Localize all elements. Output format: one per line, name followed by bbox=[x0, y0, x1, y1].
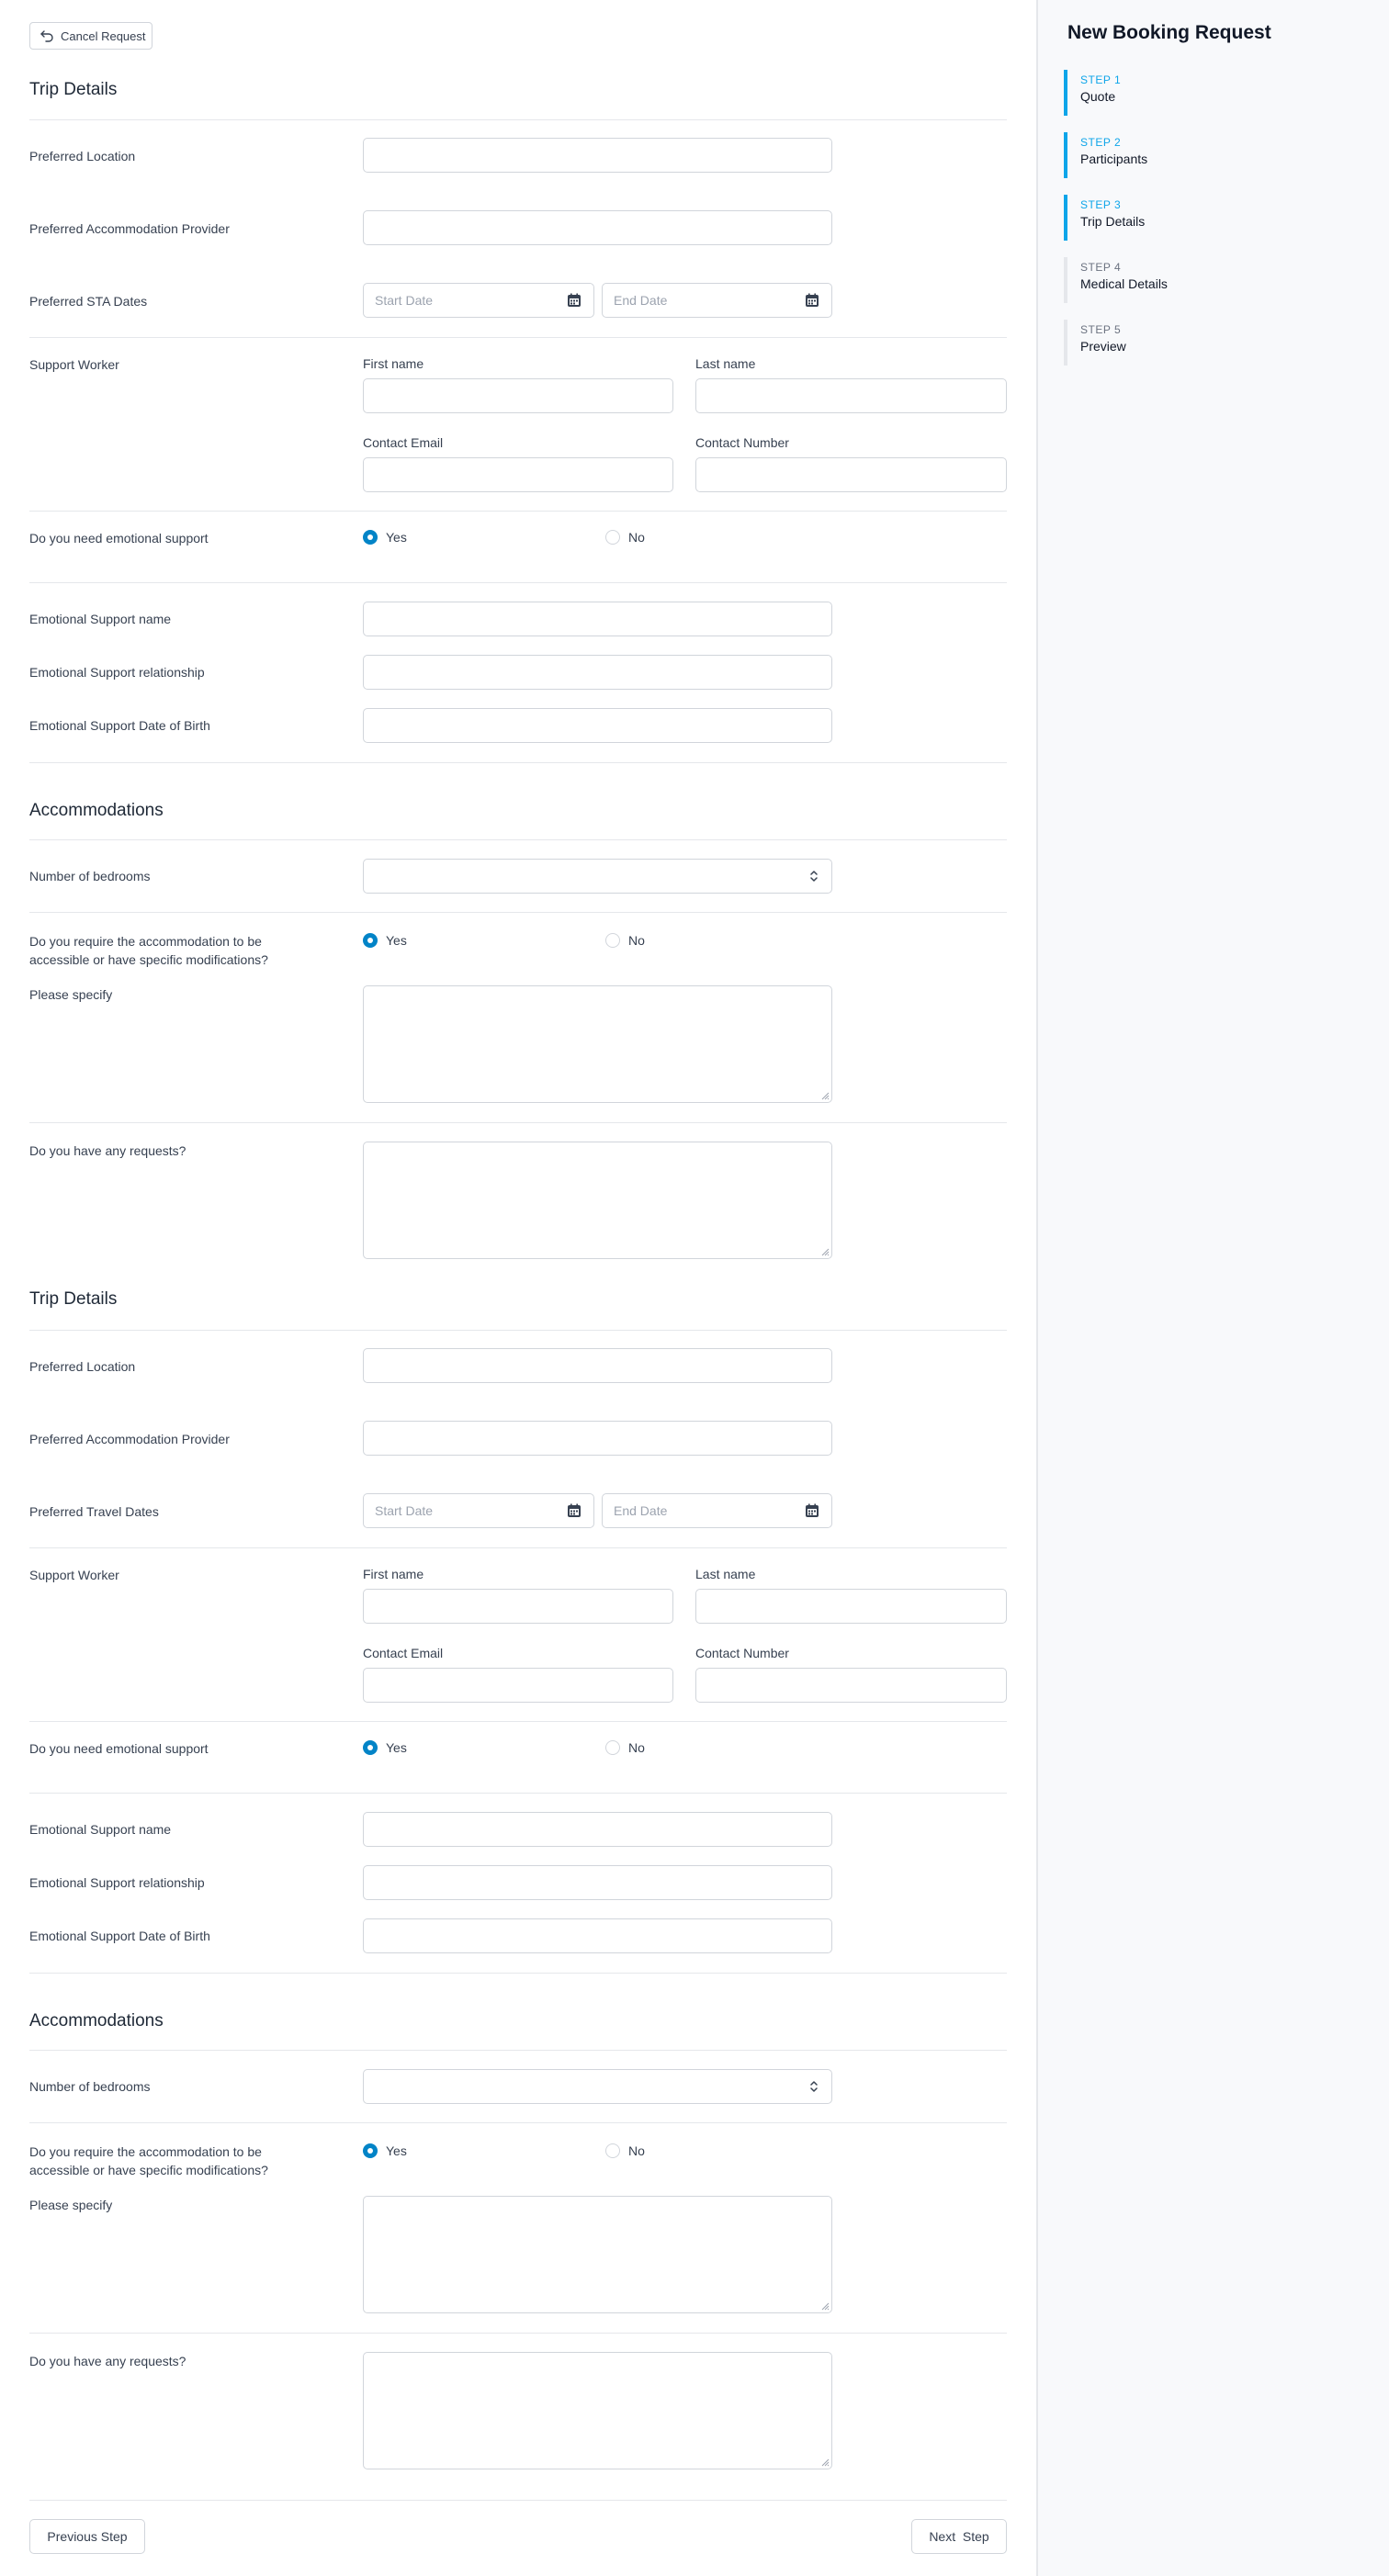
contact-email-label: Contact Email bbox=[363, 435, 444, 450]
please-specify-textarea[interactable] bbox=[363, 985, 832, 1103]
contact-email-input[interactable] bbox=[363, 1668, 673, 1703]
accessible-question-line: accessible or have specific modifications? bbox=[29, 2163, 268, 2177]
step-number: STEP 5 bbox=[1080, 323, 1122, 336]
radio-selected-icon bbox=[363, 2143, 378, 2158]
es-name-label: Emotional Support name bbox=[29, 612, 172, 626]
last-name-input[interactable] bbox=[695, 1589, 1007, 1624]
radio-label: Yes bbox=[386, 530, 407, 545]
divider bbox=[29, 1973, 1007, 1974]
calendar-icon[interactable] bbox=[566, 292, 582, 309]
emotional-support-yes-radio[interactable] bbox=[363, 530, 407, 545]
divider bbox=[29, 2050, 1007, 2051]
resize-handle-icon[interactable] bbox=[820, 1247, 830, 1256]
accessible-yes-radio[interactable] bbox=[363, 933, 407, 948]
preferred-dates-label: Preferred Travel Dates bbox=[29, 1504, 159, 1519]
divider bbox=[29, 337, 1007, 338]
start-date-placeholder: Start Date bbox=[375, 293, 434, 308]
divider bbox=[29, 119, 1007, 120]
support-worker-label: Support Worker bbox=[29, 1568, 119, 1582]
divider bbox=[29, 1547, 1007, 1548]
step-trip-details[interactable] bbox=[1064, 195, 1339, 241]
radio-unselected-icon bbox=[605, 1740, 620, 1755]
sidebar-title: New Booking Request bbox=[1067, 22, 1271, 43]
step-number: STEP 1 bbox=[1080, 73, 1122, 86]
preferred-location-label: Preferred Location bbox=[29, 149, 136, 163]
start-date-placeholder: Start Date bbox=[375, 1503, 434, 1518]
trip-details-title: Trip Details bbox=[29, 80, 118, 99]
divider bbox=[29, 2122, 1007, 2123]
divider bbox=[29, 912, 1007, 913]
end-date-placeholder: End Date bbox=[614, 293, 668, 308]
previous-step-button[interactable]: Previous Step bbox=[29, 2519, 145, 2554]
emotional-support-no-radio[interactable] bbox=[605, 530, 645, 545]
end-date-input[interactable] bbox=[602, 1493, 832, 1528]
accessible-question bbox=[29, 2143, 268, 2179]
chevron-up-down-icon bbox=[809, 2079, 819, 2094]
bedrooms-label: Number of bedrooms bbox=[29, 2079, 151, 2094]
es-relationship-input[interactable] bbox=[363, 1865, 832, 1900]
first-name-label: First name bbox=[363, 1567, 424, 1581]
radio-label: No bbox=[628, 1740, 645, 1755]
accommodation-provider-input[interactable] bbox=[363, 210, 832, 245]
radio-label: No bbox=[628, 2143, 645, 2158]
steps-sidebar bbox=[1036, 0, 1389, 2576]
divider bbox=[29, 839, 1007, 840]
bedrooms-select[interactable] bbox=[363, 859, 832, 894]
step-participants[interactable] bbox=[1064, 132, 1339, 178]
es-name-input[interactable] bbox=[363, 602, 832, 636]
preferred-location-label: Preferred Location bbox=[29, 1359, 136, 1374]
step-name: Trip Details bbox=[1080, 214, 1146, 229]
start-date-input[interactable] bbox=[363, 1493, 594, 1528]
please-specify-textarea[interactable] bbox=[363, 2196, 832, 2313]
emotional-support-no-radio[interactable] bbox=[605, 1740, 645, 1755]
calendar-icon[interactable] bbox=[804, 292, 820, 309]
radio-label: Yes bbox=[386, 2143, 407, 2158]
next-step-button[interactable]: Next Step bbox=[911, 2519, 1007, 2554]
emotional-support-yes-radio[interactable] bbox=[363, 1740, 407, 1755]
radio-unselected-icon bbox=[605, 2143, 620, 2158]
es-dob-input[interactable] bbox=[363, 1918, 832, 1953]
calendar-icon[interactable] bbox=[566, 1502, 582, 1519]
es-name-label: Emotional Support name bbox=[29, 1822, 172, 1837]
requests-textarea[interactable] bbox=[363, 1142, 832, 1259]
radio-label: Yes bbox=[386, 1740, 407, 1755]
step-medical-details[interactable] bbox=[1064, 257, 1339, 303]
contact-email-label: Contact Email bbox=[363, 1646, 444, 1660]
radio-unselected-icon bbox=[605, 933, 620, 948]
chevron-up-down-icon bbox=[809, 869, 819, 883]
please-specify-label: Please specify bbox=[29, 2198, 113, 2212]
resize-handle-icon[interactable] bbox=[820, 2301, 830, 2311]
es-name-input[interactable] bbox=[363, 1812, 832, 1847]
cancel-request-label: Cancel Request bbox=[61, 28, 146, 43]
cancel-request-button[interactable] bbox=[29, 22, 152, 50]
es-dob-input[interactable] bbox=[363, 708, 832, 743]
start-date-input[interactable] bbox=[363, 283, 594, 318]
calendar-icon[interactable] bbox=[804, 1502, 820, 1519]
preferred-dates-label: Preferred STA Dates bbox=[29, 294, 148, 309]
divider bbox=[29, 2500, 1007, 2501]
es-relationship-input[interactable] bbox=[363, 655, 832, 690]
step-quote[interactable] bbox=[1064, 70, 1339, 116]
last-name-label: Last name bbox=[695, 356, 756, 371]
contact-number-input[interactable] bbox=[695, 1668, 1007, 1703]
es-relationship-label: Emotional Support relationship bbox=[29, 665, 205, 680]
emotional-support-question: Do you need emotional support bbox=[29, 531, 209, 546]
radio-label: Yes bbox=[386, 933, 407, 948]
step-preview[interactable] bbox=[1064, 320, 1339, 366]
accommodations-title: Accommodations bbox=[29, 2011, 164, 2030]
emotional-support-question: Do you need emotional support bbox=[29, 1741, 209, 1756]
accessible-yes-radio[interactable] bbox=[363, 2143, 407, 2158]
preferred-location-input[interactable] bbox=[363, 138, 832, 173]
first-name-input[interactable] bbox=[363, 1589, 673, 1624]
es-dob-label: Emotional Support Date of Birth bbox=[29, 1929, 210, 1943]
bedrooms-label: Number of bedrooms bbox=[29, 869, 151, 883]
undo-arrow-icon bbox=[40, 28, 54, 43]
accommodation-provider-input[interactable] bbox=[363, 1421, 832, 1456]
requests-textarea[interactable] bbox=[363, 2352, 832, 2469]
trip-details-title: Trip Details bbox=[29, 1289, 118, 1309]
radio-selected-icon bbox=[363, 1740, 378, 1755]
divider bbox=[29, 2333, 1007, 2334]
es-dob-label: Emotional Support Date of Birth bbox=[29, 718, 210, 733]
please-specify-label: Please specify bbox=[29, 987, 113, 1002]
accommodation-provider-label: Preferred Accommodation Provider bbox=[29, 1432, 230, 1446]
first-name-input[interactable] bbox=[363, 378, 673, 413]
radio-unselected-icon bbox=[605, 530, 620, 545]
accessible-no-radio[interactable] bbox=[605, 933, 645, 948]
bedrooms-select[interactable] bbox=[363, 2069, 832, 2104]
divider bbox=[29, 1721, 1007, 1722]
accessible-question-line: accessible or have specific modifications? bbox=[29, 952, 268, 967]
divider bbox=[29, 582, 1007, 583]
contact-email-input[interactable] bbox=[363, 457, 673, 492]
es-relationship-label: Emotional Support relationship bbox=[29, 1875, 205, 1890]
accessible-question-line: Do you require the accommodation to be bbox=[29, 934, 262, 949]
step-number: STEP 4 bbox=[1080, 261, 1122, 274]
contact-number-label: Contact Number bbox=[695, 1646, 789, 1660]
divider bbox=[29, 1330, 1007, 1331]
divider bbox=[29, 511, 1007, 512]
requests-label: Do you have any requests? bbox=[29, 2354, 186, 2368]
radio-label: No bbox=[628, 933, 645, 948]
step-number: STEP 3 bbox=[1080, 198, 1122, 211]
accommodation-provider-label: Preferred Accommodation Provider bbox=[29, 221, 230, 236]
accessible-question-line: Do you require the accommodation to be bbox=[29, 2144, 262, 2159]
step-name: Participants bbox=[1080, 152, 1148, 166]
end-date-input[interactable] bbox=[602, 283, 832, 318]
accommodations-title: Accommodations bbox=[29, 801, 164, 820]
preferred-location-input[interactable] bbox=[363, 1348, 832, 1383]
last-name-label: Last name bbox=[695, 1567, 756, 1581]
divider bbox=[29, 1793, 1007, 1794]
requests-label: Do you have any requests? bbox=[29, 1143, 186, 1158]
radio-selected-icon bbox=[363, 933, 378, 948]
step-number: STEP 2 bbox=[1080, 136, 1122, 149]
divider bbox=[29, 1122, 1007, 1123]
contact-number-label: Contact Number bbox=[695, 435, 789, 450]
end-date-placeholder: End Date bbox=[614, 1503, 668, 1518]
accessible-no-radio[interactable] bbox=[605, 2143, 645, 2158]
contact-number-input[interactable] bbox=[695, 457, 1007, 492]
resize-handle-icon[interactable] bbox=[820, 2458, 830, 2467]
step-name: Preview bbox=[1080, 339, 1126, 354]
resize-handle-icon[interactable] bbox=[820, 1091, 830, 1100]
last-name-input[interactable] bbox=[695, 378, 1007, 413]
support-worker-label: Support Worker bbox=[29, 357, 119, 372]
radio-selected-icon bbox=[363, 530, 378, 545]
step-name: Medical Details bbox=[1080, 276, 1168, 291]
first-name-label: First name bbox=[363, 356, 424, 371]
step-name: Quote bbox=[1080, 89, 1116, 104]
divider bbox=[29, 762, 1007, 763]
accessible-question bbox=[29, 932, 268, 969]
radio-label: No bbox=[628, 530, 645, 545]
